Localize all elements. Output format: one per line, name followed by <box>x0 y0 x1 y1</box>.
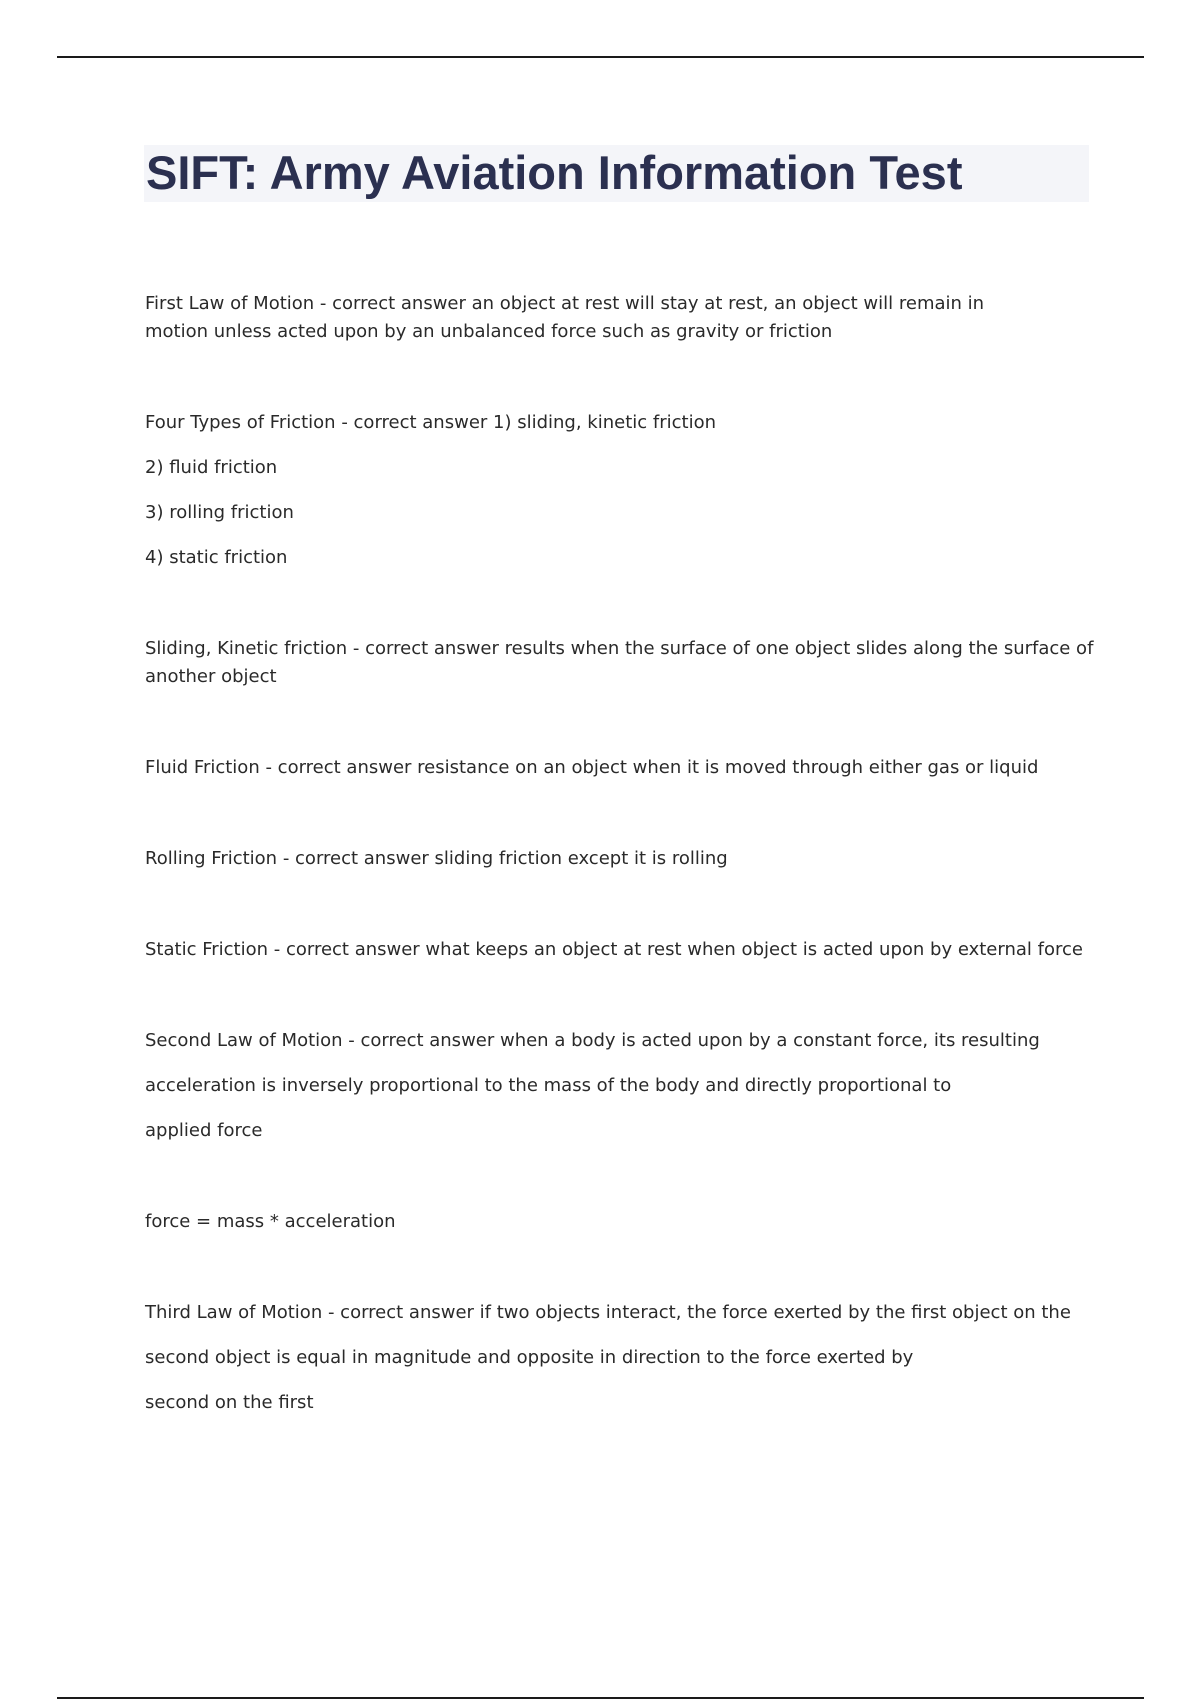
bottom-rule <box>57 1697 1144 1699</box>
entry-formula: force = mass * acceleration <box>145 1211 396 1232</box>
second-law-line: acceleration is inversely proportional to the mass of the body and directly proportional to <box>145 1075 952 1096</box>
document-body <box>145 290 1095 1417</box>
list-item: 4) static friction <box>145 547 288 568</box>
second-law-line: applied force <box>145 1120 263 1141</box>
second-law-line: Second Law of Motion - correct answer when a body is acted upon by a constant force, its resulting <box>145 1030 1040 1051</box>
four-types-intro: Four Types of Friction - correct answer 1) sliding, kinetic friction <box>145 412 716 433</box>
entry-sliding-friction: Sliding, Kinetic friction - correct answer results when the surface of one object slides along the surface of another object <box>145 638 1094 687</box>
entry-second-law <box>145 1027 1095 1145</box>
entry-four-types <box>145 409 1095 572</box>
third-law-line: second object is equal in magnitude and opposite in direction to the force exerted by <box>145 1347 914 1368</box>
entry-first-law: First Law of Motion - correct answer an object at rest will stay at rest, an object will remain in motion unless acted upon by an unbalanced force such as gravity or friction <box>145 293 985 342</box>
entry-fluid-friction: Fluid Friction - correct answer resistance on an object when it is moved through either gas or liquid <box>145 757 1039 778</box>
top-rule <box>57 56 1144 58</box>
entry-static-friction: Static Friction - correct answer what keeps an object at rest when object is acted upon by external force <box>145 939 1083 960</box>
list-item: 3) rolling friction <box>145 502 294 523</box>
third-law-line: second on the first <box>145 1392 314 1413</box>
entry-rolling-friction: Rolling Friction - correct answer sliding friction except it is rolling <box>145 848 728 869</box>
third-law-line: Third Law of Motion - correct answer if two objects interact, the force exerted by the first object on the <box>145 1302 1071 1323</box>
list-item: 2) fluid friction <box>145 457 278 478</box>
entry-third-law <box>145 1299 1095 1417</box>
page-title: SIFT: Army Aviation Information Test <box>146 146 963 199</box>
